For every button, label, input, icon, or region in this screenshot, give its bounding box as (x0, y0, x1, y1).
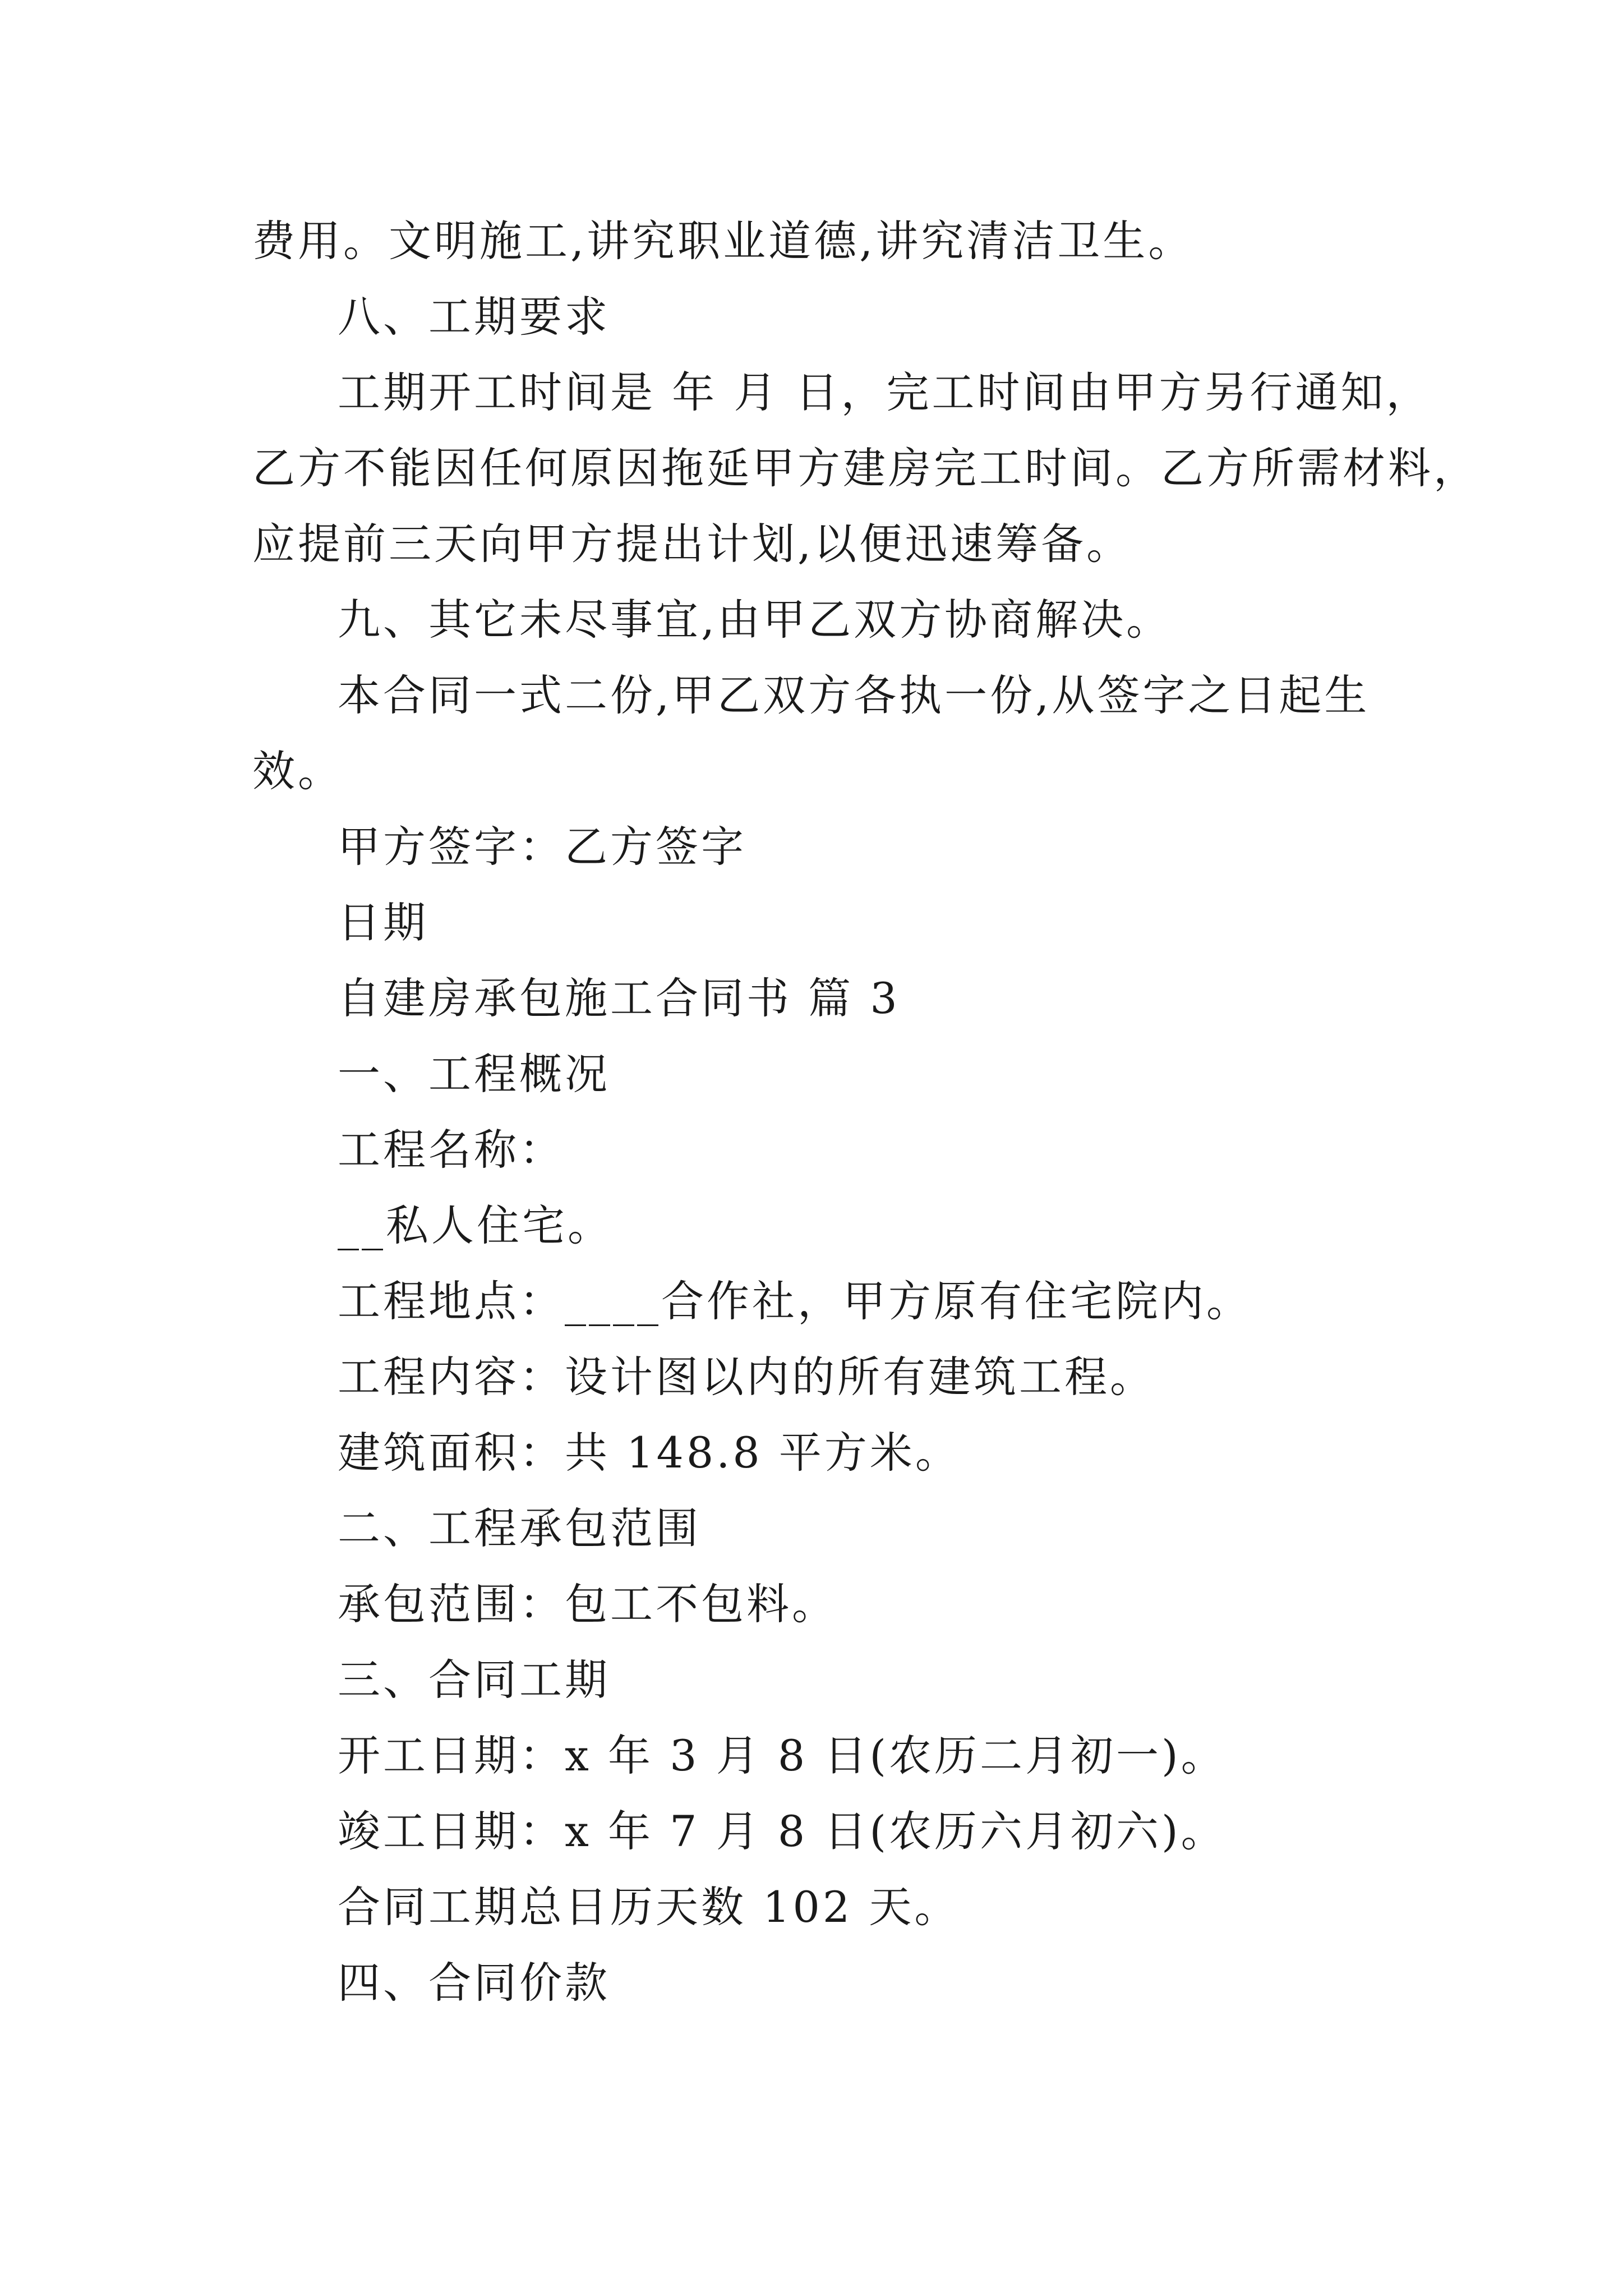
section-heading: 三、合同工期 (338, 1655, 610, 1705)
document-title: 自建房承包施工合同书 篇 3 (338, 973, 900, 1023)
paragraph-line: 建筑面积：共 148.8 平方米。 (338, 1428, 961, 1478)
paragraph-line: 效。 (252, 746, 343, 796)
paragraph-line: __私人住宅。 (338, 1200, 613, 1250)
paragraph-line: 应提前三天向甲方提出计划,以便迅速筹备。 (252, 519, 1132, 569)
paragraph-line: 工程名称： (338, 1125, 565, 1175)
paragraph-line: 本合同一式二份,甲乙双方各执一份,从签字之日起生 (338, 670, 1370, 720)
signature-line: 甲方签字：乙方签字 (338, 822, 746, 872)
paragraph-line: 费用。文明施工,讲究职业道德,讲究清洁卫生。 (252, 216, 1194, 266)
section-heading: 一、工程概况 (338, 1049, 610, 1099)
paragraph-line: 合同工期总日历天数 102 天。 (338, 1882, 960, 1932)
paragraph-line: 乙方不能因任何原因拖延甲方建房完工时间。乙方所需材料， (252, 443, 1479, 493)
section-heading: 九、其它未尽事宜,由甲乙双方协商解决。 (338, 595, 1172, 645)
paragraph-line: 开工日期：x 年 3 月 8 日(农历二月初一)。 (338, 1731, 1227, 1780)
section-heading: 八、工期要求 (338, 292, 610, 342)
paragraph-line: 承包范围：包工不包料。 (338, 1579, 837, 1629)
paragraph-line: 工程地点：____合作社，甲方原有住宅院内。 (338, 1276, 1252, 1326)
date-line: 日期 (338, 898, 428, 947)
paragraph-line: 工期开工时间是 年 月 日，完工时间由甲方另行通知， (338, 367, 1432, 417)
paragraph-line: 竣工日期：x 年 7 月 8 日(农历六月初六)。 (338, 1806, 1227, 1856)
section-heading: 四、合同价款 (338, 1958, 610, 2008)
paragraph-line: 工程内容：设计图以内的所有建筑工程。 (338, 1352, 1155, 1402)
section-heading: 二、工程承包范围 (338, 1503, 701, 1553)
